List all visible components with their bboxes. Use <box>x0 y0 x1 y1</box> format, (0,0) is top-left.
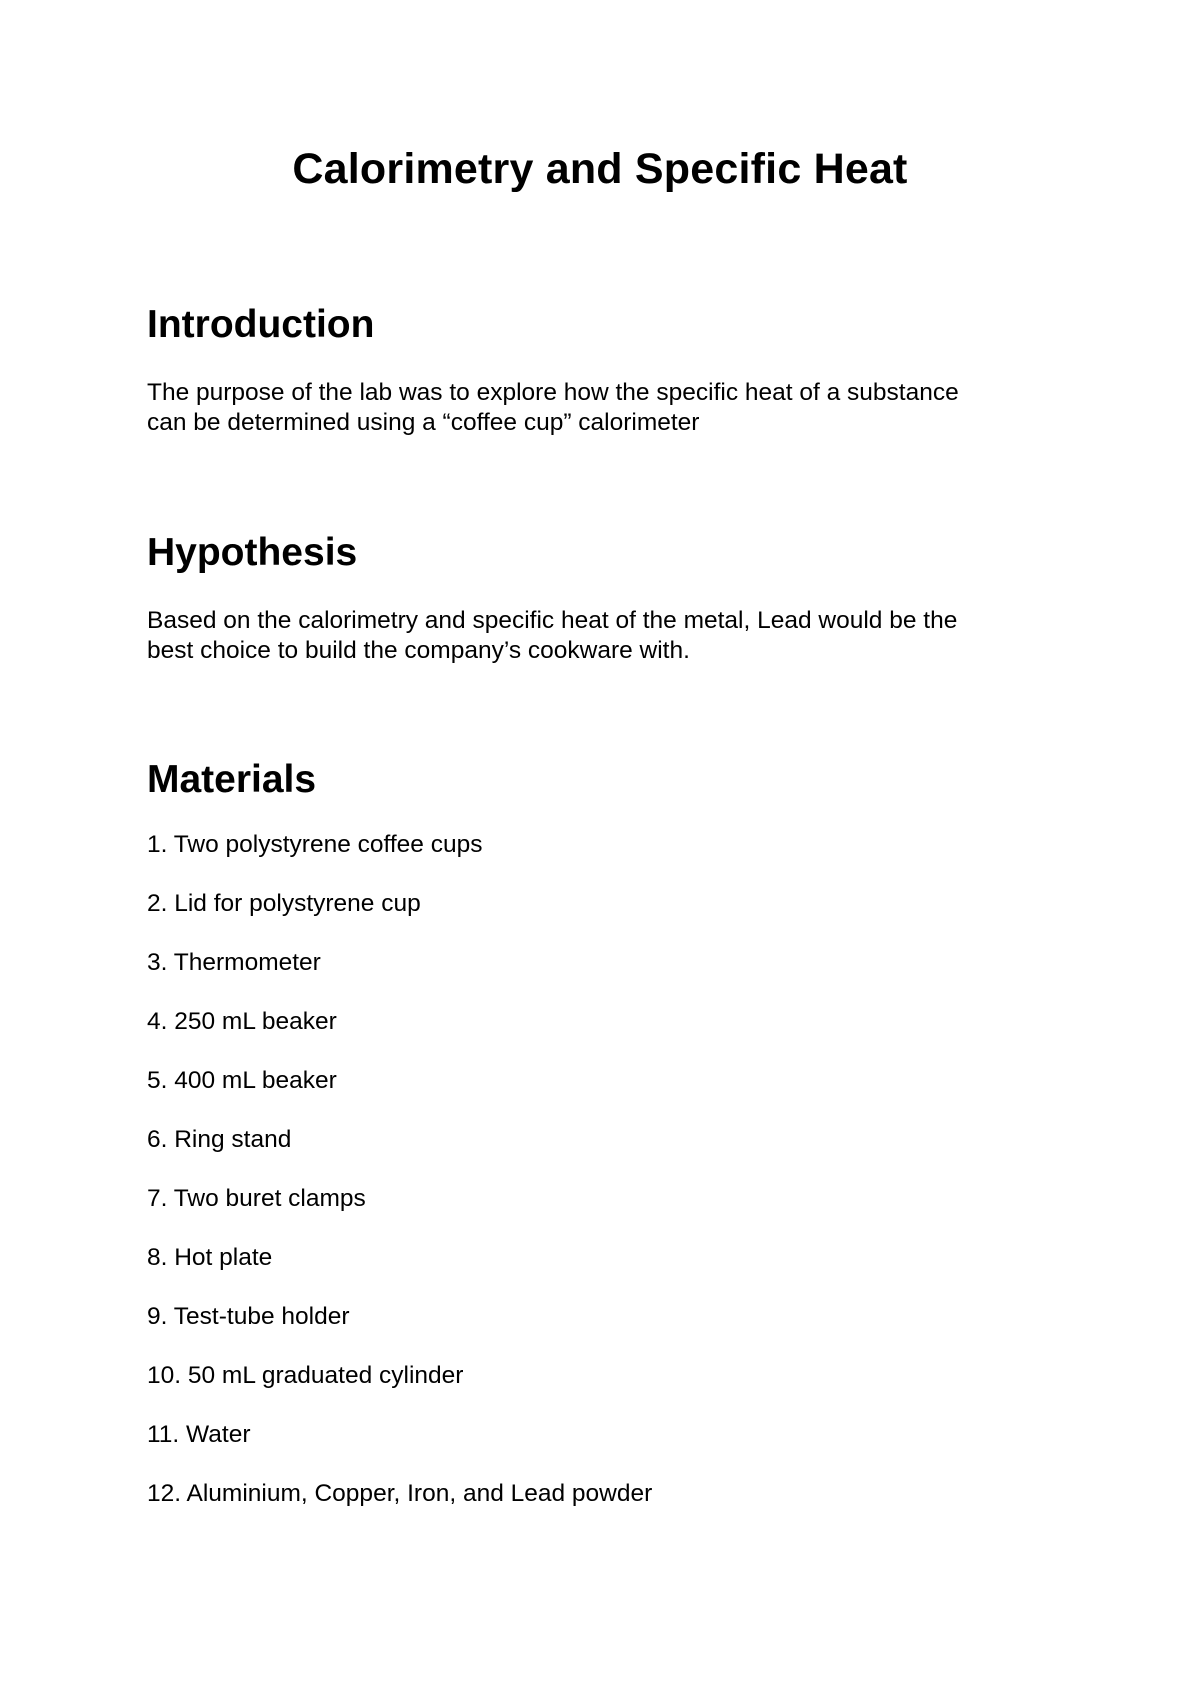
materials-list-item: 1. Two polystyrene coffee cups <box>147 831 483 858</box>
materials-list-item: 2. Lid for polystyrene cup <box>147 890 421 917</box>
materials-list-item: 8. Hot plate <box>147 1244 273 1271</box>
introduction-line: can be determined using a “coffee cup” calorimeter <box>147 409 700 436</box>
materials-list-item: 5. 400 mL beaker <box>147 1067 337 1094</box>
materials-list <box>147 830 652 1538</box>
introduction-line: The purpose of the lab was to explore how the specific heat of a substance <box>147 379 959 406</box>
hypothesis-line: Based on the calorimetry and specific heat of the metal, Lead would be the <box>147 607 958 634</box>
materials-list-item: 12. Aluminium, Copper, Iron, and Lead powder <box>147 1480 653 1507</box>
materials-list-item: 4. 250 mL beaker <box>147 1008 337 1035</box>
materials-list-item: 3. Thermometer <box>147 949 321 976</box>
materials-list-item: 9. Test-tube holder <box>147 1303 350 1330</box>
hypothesis-paragraph <box>147 606 1047 666</box>
document-title: Calorimetry and Specific Heat <box>292 145 908 193</box>
hypothesis-line: best choice to build the company’s cookware with. <box>147 637 690 664</box>
introduction-heading: Introduction <box>147 303 375 346</box>
materials-list-item: 7. Two buret clamps <box>147 1185 366 1212</box>
materials-list-item: 6. Ring stand <box>147 1126 292 1153</box>
introduction-paragraph <box>147 378 1047 438</box>
materials-list-item: 11. Water <box>147 1421 251 1448</box>
hypothesis-heading: Hypothesis <box>147 531 358 574</box>
materials-heading: Materials <box>147 758 317 801</box>
materials-list-item: 10. 50 mL graduated cylinder <box>147 1362 464 1389</box>
